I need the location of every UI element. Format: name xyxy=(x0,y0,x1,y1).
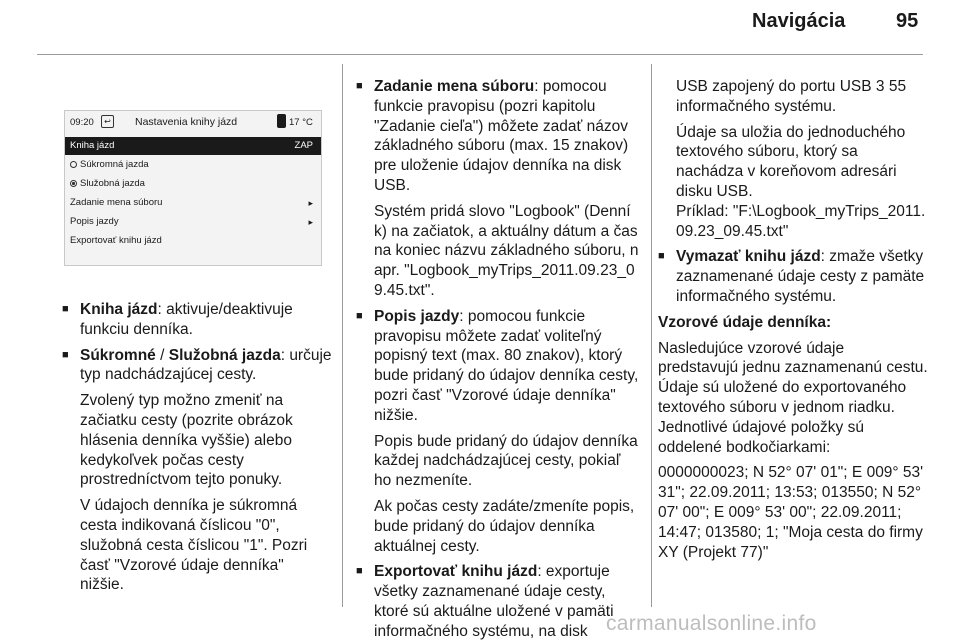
radio-on-icon xyxy=(70,180,77,187)
paragraph: Systém pridá slovo "Logbook" (Denník) na začiatok, a aktuálny dátum a čas na koniec názvu základného súboru, napr. "Logbook_myTrips_2011.09.23_09.45.txt". xyxy=(374,202,639,299)
settings-screen-figure xyxy=(58,70,326,286)
menu-item-label: Kniha jázd xyxy=(70,140,115,151)
toggle-value: ZAP xyxy=(294,140,313,151)
bullet-export xyxy=(356,562,641,641)
term: Zadanie mena súboru xyxy=(374,78,535,95)
page-title: Navigácia xyxy=(752,10,846,32)
paragraph: Príklad: "F:\Logbook_myTrips_2011.09.23_09.45.txt" xyxy=(676,202,926,240)
column-1 xyxy=(62,300,332,595)
menu-item-file-name[interactable] xyxy=(65,194,321,212)
menu-item-label: Súkromná jazda xyxy=(80,159,149,170)
term: Vymazať knihu jázd xyxy=(676,248,821,266)
paragraph: Popis bude pridaný do údajov denníka každej nadchádzajúcej cesty, pokiaľ ho nezmeníte. xyxy=(374,432,638,490)
paragraph: Údaje sa uložia do jednoduchého textového súboru, ktorý sa nachádza v koreňovom adresári disku USB. xyxy=(676,123,906,200)
screen-title: Nastavenia knihy jázd xyxy=(135,116,238,128)
paragraph xyxy=(658,77,928,117)
header-divider xyxy=(37,54,923,55)
menu-item-label: Popis jazdy xyxy=(70,216,119,227)
bullet-logbook xyxy=(62,300,332,340)
menu-item-trip-description[interactable] xyxy=(65,213,321,231)
watermark: carmanualsonline.info xyxy=(606,612,817,635)
term: Kniha jázd xyxy=(80,301,158,318)
column-divider-2 xyxy=(651,64,652,607)
bullet-trip-description xyxy=(356,307,641,426)
sample-data: 0000000023; N 52° 07' 01"; E 009° 53' 31"; 22.09.2011; 13:53; 013550; N 52° 07' 00"; E 009° 53' 00"; 22.09.2011; 14:47; 013580; 1; "Moja cesta do firmy XY (Projekt 77)" xyxy=(658,464,924,561)
definition: : pomocou funkcie pravopisu (pozri kapitolu "Zadanie cieľa") môžete zadať názov základného súboru (max. 15 znakov) pre uloženie údajov denníka na disk USB. xyxy=(374,78,629,194)
term: Popis jazdy xyxy=(374,307,460,325)
definition: : pomocou funkcie pravopisu môžete zadať voliteľný popisný text (max. 80 znakov), ktorý bude pridaný do údajov denníka cesty, pozri časť "Vzorové údaje denníka" nižšie. xyxy=(374,307,639,424)
page-ref-icon: 3 xyxy=(875,78,885,95)
separator: / xyxy=(155,346,169,364)
chevron-right-icon: ▸ xyxy=(308,198,313,208)
text: USB zapojený do portu USB xyxy=(676,78,876,95)
clock: 09:20 xyxy=(70,117,94,128)
definition: : aktivuje/deaktivuje funkciu denníka. xyxy=(80,301,293,338)
column-3 xyxy=(658,77,928,562)
paragraph: V údajoch denníka je súkromná cesta indikovaná číslicou "0", služobná cesta číslicou "1". Pozri časť "Vzorové údaje denníka" nižšie. xyxy=(80,497,308,594)
back-icon: ↩ xyxy=(101,115,114,128)
menu-item-label: Služobná jazda xyxy=(80,178,145,189)
paragraph: Zvolený typ možno zmeniť na začiatku cesty (pozrite obrázok hlásenia denníka vyššie) alebo kedykoľvek počas cesty prostredníctvom tejto ponuky. xyxy=(80,392,293,489)
chevron-right-icon: ▸ xyxy=(308,217,313,227)
term: Súkromné xyxy=(80,346,156,364)
menu-item-label: Exportovať knihu jázd xyxy=(70,235,162,246)
menu-item-label: Zadanie mena súboru xyxy=(70,197,163,208)
section-heading: Vzorové údaje denníka: xyxy=(658,313,832,331)
temperature: 17 °C xyxy=(289,117,313,128)
column-2 xyxy=(356,77,641,642)
term: Exportovať knihu jázd xyxy=(374,563,538,581)
radio-off-icon xyxy=(70,161,77,168)
definition: : zmaže všetky zaznamenané údaje cesty z pamäte informačného systému. xyxy=(676,248,925,305)
menu-item-export[interactable] xyxy=(65,232,321,250)
thermometer-icon xyxy=(277,114,286,128)
paragraph: Ak počas cesty zadáte/zmeníte popis, bude pridaný do údajov denníka aktuálnej cesty. xyxy=(374,497,635,555)
bullet-trip-type xyxy=(62,346,332,386)
definition: : exportuje všetky zaznamenané údaje cesty, ktoré sú aktuálne uložené v pamäti informačného systému, na disk xyxy=(374,563,614,640)
infotainment-screen xyxy=(64,110,322,266)
term: Služobná jazda xyxy=(168,346,281,364)
menu-item-business-trip[interactable] xyxy=(65,175,321,193)
column-divider-1 xyxy=(342,64,343,607)
text: 55 informačného systému. xyxy=(676,78,907,115)
bullet-file-name xyxy=(356,77,641,196)
definition: : určuje typ nadchádzajúcej cesty. xyxy=(80,346,332,384)
bullet-delete xyxy=(658,247,928,306)
page-number: 95 xyxy=(896,10,919,32)
menu-item-private-trip[interactable] xyxy=(65,156,321,174)
screen-header xyxy=(65,111,321,133)
menu-item-logbook[interactable] xyxy=(65,137,321,155)
paragraph: Nasledujúce vzorové údaje predstavujú jednu zaznamenanú cestu. Údaje sú uložené do exportovaného textového súboru v jednom riadku. Jednotlivé údajové položky sú oddelené bodkočiarkami: xyxy=(658,339,928,456)
